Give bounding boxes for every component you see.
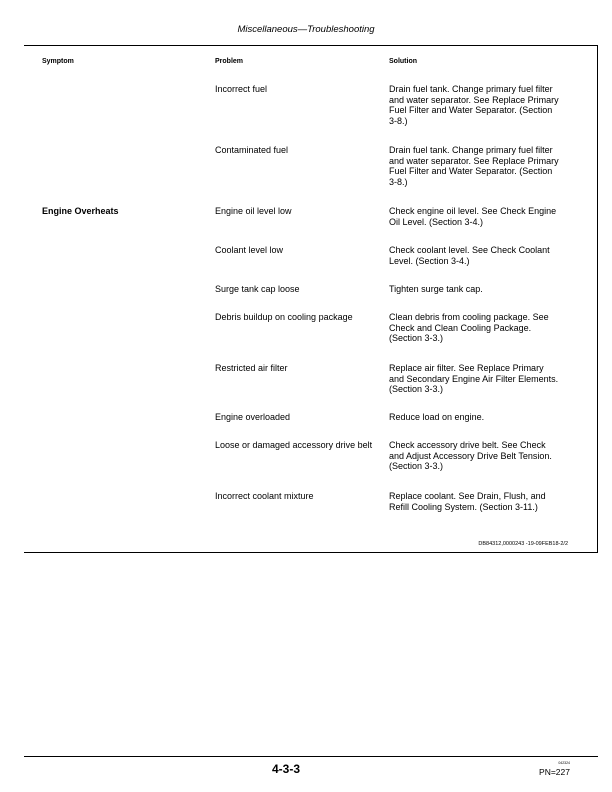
problem-cell: Coolant level low bbox=[215, 245, 284, 255]
problem-cell: Engine overloaded bbox=[215, 412, 291, 422]
problem-cell: Debris buildup on cooling package bbox=[215, 312, 353, 322]
problem-cell: Surge tank cap loose bbox=[215, 284, 300, 294]
column-header-symptom: Symptom bbox=[42, 58, 74, 65]
solution-cell: Check coolant level. See Check Coolant Level. (Section 3-4.) bbox=[389, 245, 550, 266]
print-code: 042324 bbox=[558, 761, 570, 765]
problem-cell: Contaminated fuel bbox=[215, 145, 289, 155]
solution-cell: Drain fuel tank. Change primary fuel filter and water separator. See Replace Primary Fuel Filter and Water Separator. (Section 3-8.) bbox=[389, 145, 559, 187]
footer-rule bbox=[24, 756, 598, 757]
page-number: 4-3-3 bbox=[271, 762, 300, 776]
solution-cell: Clean debris from cooling package. See Check and Clean Cooling Package. (Section 3-3.) bbox=[389, 312, 549, 343]
solution-cell: Check accessory drive belt. See Check and Adjust Accessory Drive Belt Tension. (Section 3-3.) bbox=[389, 440, 552, 471]
problem-cell: Engine oil level low bbox=[215, 206, 292, 216]
problem-cell: Loose or damaged accessory drive belt bbox=[215, 440, 373, 450]
column-header-solution: Solution bbox=[389, 58, 417, 65]
solution-cell: Replace air filter. See Replace Primary and Secondary Engine Air Filter Elements. (Section 3-3.) bbox=[389, 363, 559, 394]
problem-cell: Incorrect fuel bbox=[215, 84, 268, 94]
page-header: Miscellaneous—Troubleshooting bbox=[237, 24, 375, 35]
solution-cell: Check engine oil level. See Check Engine Oil Level. (Section 3-4.) bbox=[389, 206, 557, 227]
solution-cell: Replace coolant. See Drain, Flush, and Refill Cooling System. (Section 3-11.) bbox=[389, 491, 546, 512]
solution-cell: Reduce load on engine. bbox=[389, 412, 485, 422]
problem-cell: Incorrect coolant mixture bbox=[215, 491, 314, 501]
document-id: DB84312,0000243 -19-09FEB18-2/2 bbox=[478, 541, 568, 547]
column-header-problem: Problem bbox=[215, 58, 244, 65]
problem-cell: Restricted air filter bbox=[215, 363, 288, 373]
symptom-engine-overheats: Engine Overheats bbox=[42, 206, 119, 216]
pn-number: PN=227 bbox=[539, 767, 570, 777]
solution-cell: Drain fuel tank. Change primary fuel filter and water separator. See Replace Primary Fuel Filter and Water Separator. (Section 3-8.) bbox=[389, 84, 559, 126]
solution-cell: Tighten surge tank cap. bbox=[389, 284, 483, 294]
